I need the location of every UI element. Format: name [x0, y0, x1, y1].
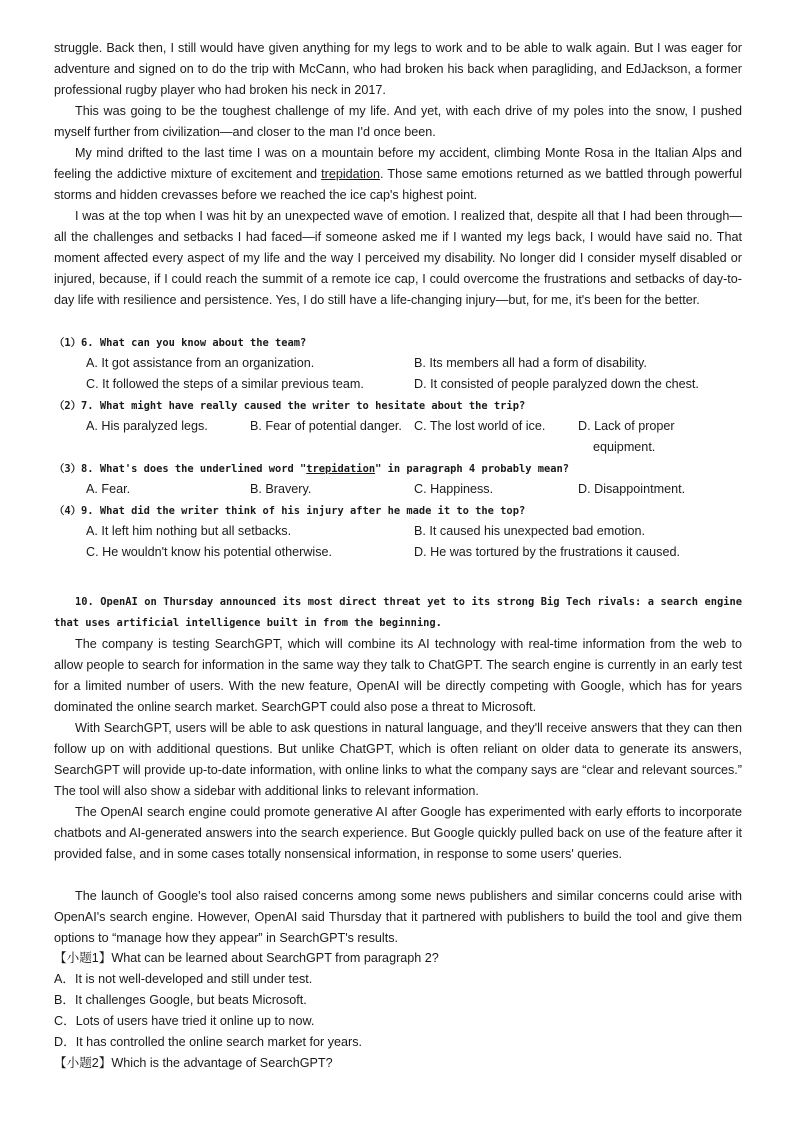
question-4-option-a[interactable]: A. It left him nothing but all setbacks.: [86, 524, 292, 538]
question-text: 7. What might have really caused the writer to hesitate about the trip?: [81, 400, 526, 412]
underlined-word: trepidation: [306, 463, 376, 475]
question-text: 6. What can you know about the team?: [81, 337, 307, 349]
question-2-option-b[interactable]: B. Fear of potential danger.: [250, 419, 402, 433]
question-3-option-b[interactable]: B. Bravery.: [250, 482, 312, 496]
subquestion-1-option-d[interactable]: D．It has controlled the online search market for years.: [54, 1035, 362, 1049]
question-4-option-c[interactable]: C. He wouldn't know his potential otherwise.: [86, 545, 333, 559]
question-number: （1）: [54, 337, 82, 349]
question-1-option-a[interactable]: A. It got assistance from an organization.: [86, 356, 315, 370]
question-4-option-b[interactable]: B. It caused his unexpected bad emotion.: [414, 524, 646, 538]
question-1-option-b[interactable]: B. Its members all had a form of disability.: [414, 356, 647, 370]
paragraph-3-text-b: . Those same emotions returned as we battled through powerful storms and hidden crevasses before we reached the ice cap's highest point.: [54, 167, 743, 202]
passage2-heading: 10. OpenAI on Thursday announced its most direct threat yet to its strong Big Tech rivals: a search engine that uses artificial intelligence built in from the beginning.: [54, 596, 742, 629]
question-text-a: 8. What's does the underlined word ": [81, 463, 307, 475]
question-number: （2）: [54, 400, 82, 412]
question-2-option-d[interactable]: D. Lack of proper: [578, 419, 675, 433]
question-3-option-a[interactable]: A. Fear.: [86, 482, 131, 496]
question-3-stem: [54, 459, 569, 480]
passage1-paragraph-4: I was at the top when I was hit by an unexpected wave of emotion. I realized that, despite all that I had been through—all the challenges and setbacks I had faced—if someone asked me if I wanted my legs back, I would have said no. That moment affected every aspect of my life and the way I perceived my disability. No longer did I consider myself disabled or injured, because, if I could reach the summit of a remote ice cap, I could overcome the frustrations and setbacks of day-to-day life with resilience and persistence. Yes, I do still have a life-changing injury—but, for me, it's been for the better.: [54, 209, 742, 307]
question-1-stem: [54, 333, 306, 354]
subquestion-2-stem: 【小题2】Which is the advantage of SearchGPT?: [54, 1056, 333, 1070]
question-2-option-c[interactable]: C. The lost world of ice.: [414, 419, 546, 433]
underlined-word: trepidation: [321, 167, 380, 181]
question-number: （3）: [54, 463, 82, 475]
question-2-option-d-continued[interactable]: equipment.: [593, 440, 656, 454]
passage1-paragraph-3: [54, 143, 742, 206]
question-4-stem: [54, 501, 525, 522]
question-3-option-d[interactable]: D. Disappointment.: [578, 482, 686, 496]
question-text: 9. What did the writer think of his injury after he made it to the top?: [81, 505, 526, 517]
passage1-paragraph-1: struggle. Back then, I still would have given anything for my legs to work and to be able to walk again. But I was eager for adventure and signed on to do the trip with McCann, who had broken his back when paragliding, and EdJackson, a former professional rugby player who had broken his neck in 2017.: [54, 41, 742, 97]
passage2-paragraph-2: With SearchGPT, users will be able to ask questions in natural language, and they'll receive answers that they can then follow up on with additional questions. But unlike ChatGPT, which is often reliant on older data to generate its answers, SearchGPT will provide up-to-date information, with online links to what the company says are “clear and relevant sources.” The tool will also show a sidebar with additional links to relevant information.: [54, 721, 742, 798]
question-1-option-c[interactable]: C. It followed the steps of a similar previous team.: [86, 377, 364, 391]
question-text-b: " in paragraph 4 probably mean?: [375, 463, 570, 475]
subquestion-1-option-b[interactable]: B．It challenges Google, but beats Microsoft.: [54, 993, 307, 1007]
paragraph-3-text-a: My mind drifted to the last time I was on a mountain before my accident, climbing Monte Rosa in the Italian Alps and feeling the addictive mixture of excitement and: [54, 146, 742, 181]
passage2-paragraph-1: The company is testing SearchGPT, which will combine its AI technology with real-time information from the web to allow people to search for information in the same way they talk to ChatGPT. The search engine is currently in an early test for a limited number of users. With the new feature, OpenAI will be directly competing with Google, which has for years dominated the online search market. SearchGPT could also pose a threat to Microsoft.: [54, 637, 742, 714]
passage1-paragraph-2: This was going to be the toughest challenge of my life. And yet, with each drive of my poles into the snow, I pushed myself further from civilization—and closer to the man I'd once been.: [54, 104, 742, 139]
subquestion-1-option-a[interactable]: A．It is not well-developed and still under test.: [54, 972, 313, 986]
passage2-paragraph-4: The launch of Google's tool also raised concerns among some news publishers and similar concerns could arise with OpenAI's search engine. However, OpenAI said Thursday that it partnered with publishers to build the tool and give them options to “manage how they appear” in SearchGPT's results.: [54, 889, 742, 945]
question-1-option-d[interactable]: D. It consisted of people paralyzed down the chest.: [414, 377, 699, 391]
question-2-option-a[interactable]: A. His paralyzed legs.: [86, 419, 208, 433]
question-3-option-c[interactable]: C. Happiness.: [414, 482, 494, 496]
subquestion-1-option-c[interactable]: C．Lots of users have tried it online up to now.: [54, 1014, 315, 1028]
subquestion-1-stem: 【小题1】What can be learned about SearchGPT from paragraph 2?: [54, 951, 439, 965]
question-4-option-d[interactable]: D. He was tortured by the frustrations it caused.: [414, 545, 680, 559]
question-2-stem: [54, 396, 525, 417]
passage2-paragraph-3: The OpenAI search engine could promote generative AI after Google has experimented with early efforts to incorporate chatbots and AI-generated answers into the search experience. But Google quickly pulled back on use of the feature after it provided false, and in some cases totally nonsensical information, in response to some users' queries.: [54, 805, 742, 861]
question-number: （4）: [54, 505, 82, 517]
